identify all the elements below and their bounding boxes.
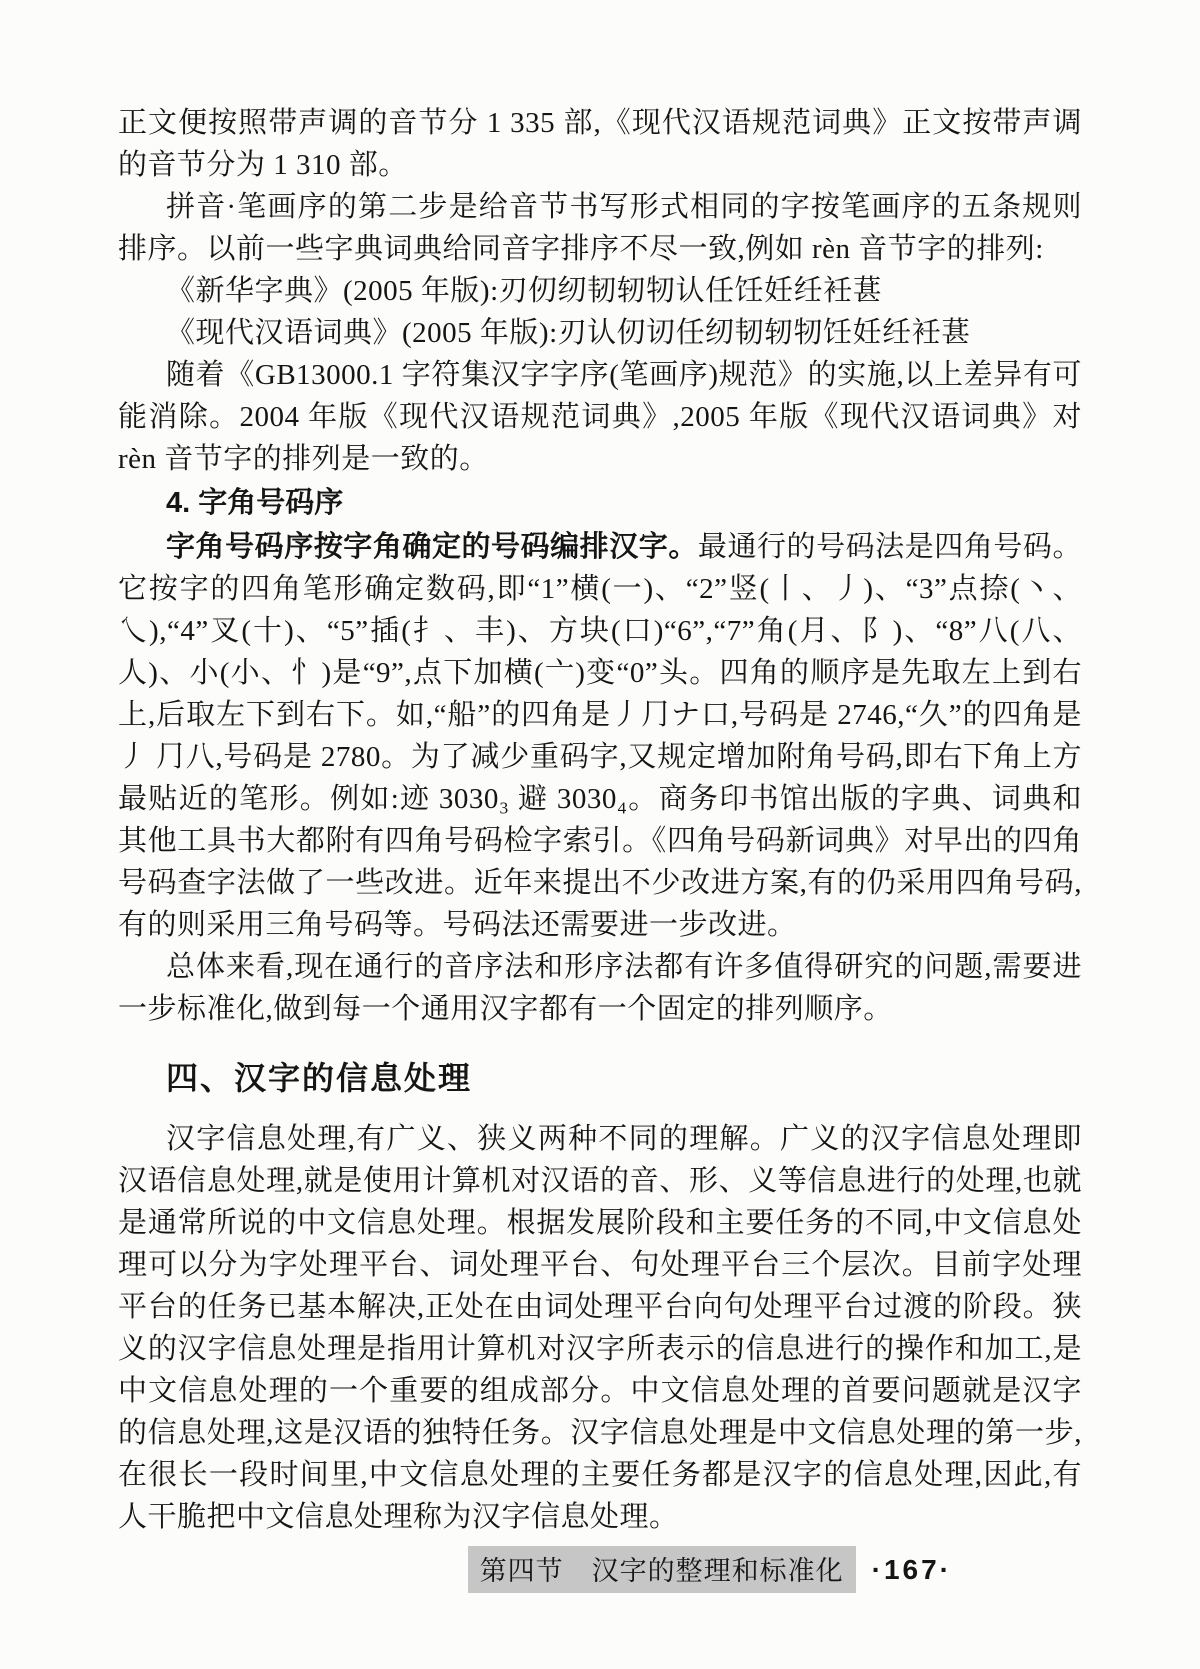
dictionary-example-xinhua: 《新华字典》(2005 年版):刃仞纫韧轫牣认任饪妊纴衽葚 xyxy=(166,275,883,307)
dictionary-example-xiandai-hanyu: 《现代汉语词典》(2005 年版):刃认仞讱任纫韧轫牣饪妊纴衽葚 xyxy=(166,317,971,349)
paragraph-four-corner-method xyxy=(118,526,1082,946)
paragraph-overall-summary: 总体来看,现在通行的音序法和形序法都有许多值得研究的问题,需要进一步标准化,做到每一个通用汉字都有一个固定的排列顺序。 xyxy=(118,951,1082,1025)
running-footer-section-title: 第四节 汉字的整理和标准化 xyxy=(468,1546,856,1593)
four-corner-definition-bold-lead: 字角号码序按字角确定的号码编排汉字。 xyxy=(166,531,698,563)
page-text xyxy=(118,102,1082,1538)
paragraph-syllable-sections: 正文便按照带声调的音节分 1 335 部,《现代汉语规范词典》正文按带声调的音节分为 1 310 部。 xyxy=(118,107,1082,181)
heading-hanzi-information-processing: 四、汉字的信息处理 xyxy=(166,1060,473,1096)
paragraph-pinyin-stroke-order: 拼音·笔画序的第二步是给音节书写形式相同的字按笔画序的五条规则排序。以前一些字典词典给同音字排序不尽一致,例如 rèn 音节字的排列: xyxy=(118,191,1082,265)
running-footer xyxy=(0,1546,952,1593)
heading-corner-number-order: 4. 字角号码序 xyxy=(166,487,344,519)
paragraph-information-processing: 汉字信息处理,有广义、狭义两种不同的理解。广义的汉字信息处理即汉语信息处理,就是使用计算机对汉语的音、形、义等信息进行的处理,也就是通常所说的中文信息处理。根据发展阶段和主要任务的不同,中文信息处理可以分为字处理平台、词处理平台、句处理平台三个层次。目前字处理平台的任务已基本解决,正处在由词处理平台向句处理平台过渡的阶段。狭义的汉字信息处理是指用计算机对汉字所表示的信息进行的操作和加工,是中文信息处理的一个重要的组成部分。中文信息处理的首要问题就是汉字的信息处理,这是汉语的独特任务。汉字信息处理是中文信息处理的第一步,在很长一段时间里,中文信息处理的主要任务都是汉字的信息处理,因此,有人干脆把中文信息处理称为汉字信息处理。 xyxy=(118,1123,1082,1533)
paragraph-gb13000-standard: 随着《GB13000.1 字符集汉字字序(笔画序)规范》的实施,以上差异有可能消除。2004 年版《现代汉语规范词典》,2005 年版《现代汉语词典》对 rèn 音节字的排列是一致的。 xyxy=(118,359,1082,475)
page-number: ·167· xyxy=(871,1553,952,1585)
four-corner-definition-body: 最通行的号码法是四角号码。它按字的四角笔形确定数码,即“1”横(一)、“2”竖(丨、丿)、“3”点捺(丶、乀),“4”叉(十)、“5”插(扌、丰)、方块(口)“6”,“7”角(月、阝)、“8”八(八、人)、小(小、忄)是“9”,点下加横(亠)变“0”头。四角的顺序是先取左上到右上,后取左下到右下。如,“船”的四角是丿⺆ナ口,号码是 2746,“久”的四角是丿 ⺆八,号码是 2780。为了减少重码字,又规定增加附角号码,即右下角上方最贴近的笔形。例如:迹 3030₃ 避 3030₄。商务印书馆出版的字典、词典和其他工具书大都附有四角号码检字索引。《四角号码新词典》对早出的四角号码查字法做了一些改进。近年来提出不少改进方案,有的仍采用四角号码,有的则采用三角号码等。号码法还需要进一步改进。 xyxy=(118,531,1082,941)
